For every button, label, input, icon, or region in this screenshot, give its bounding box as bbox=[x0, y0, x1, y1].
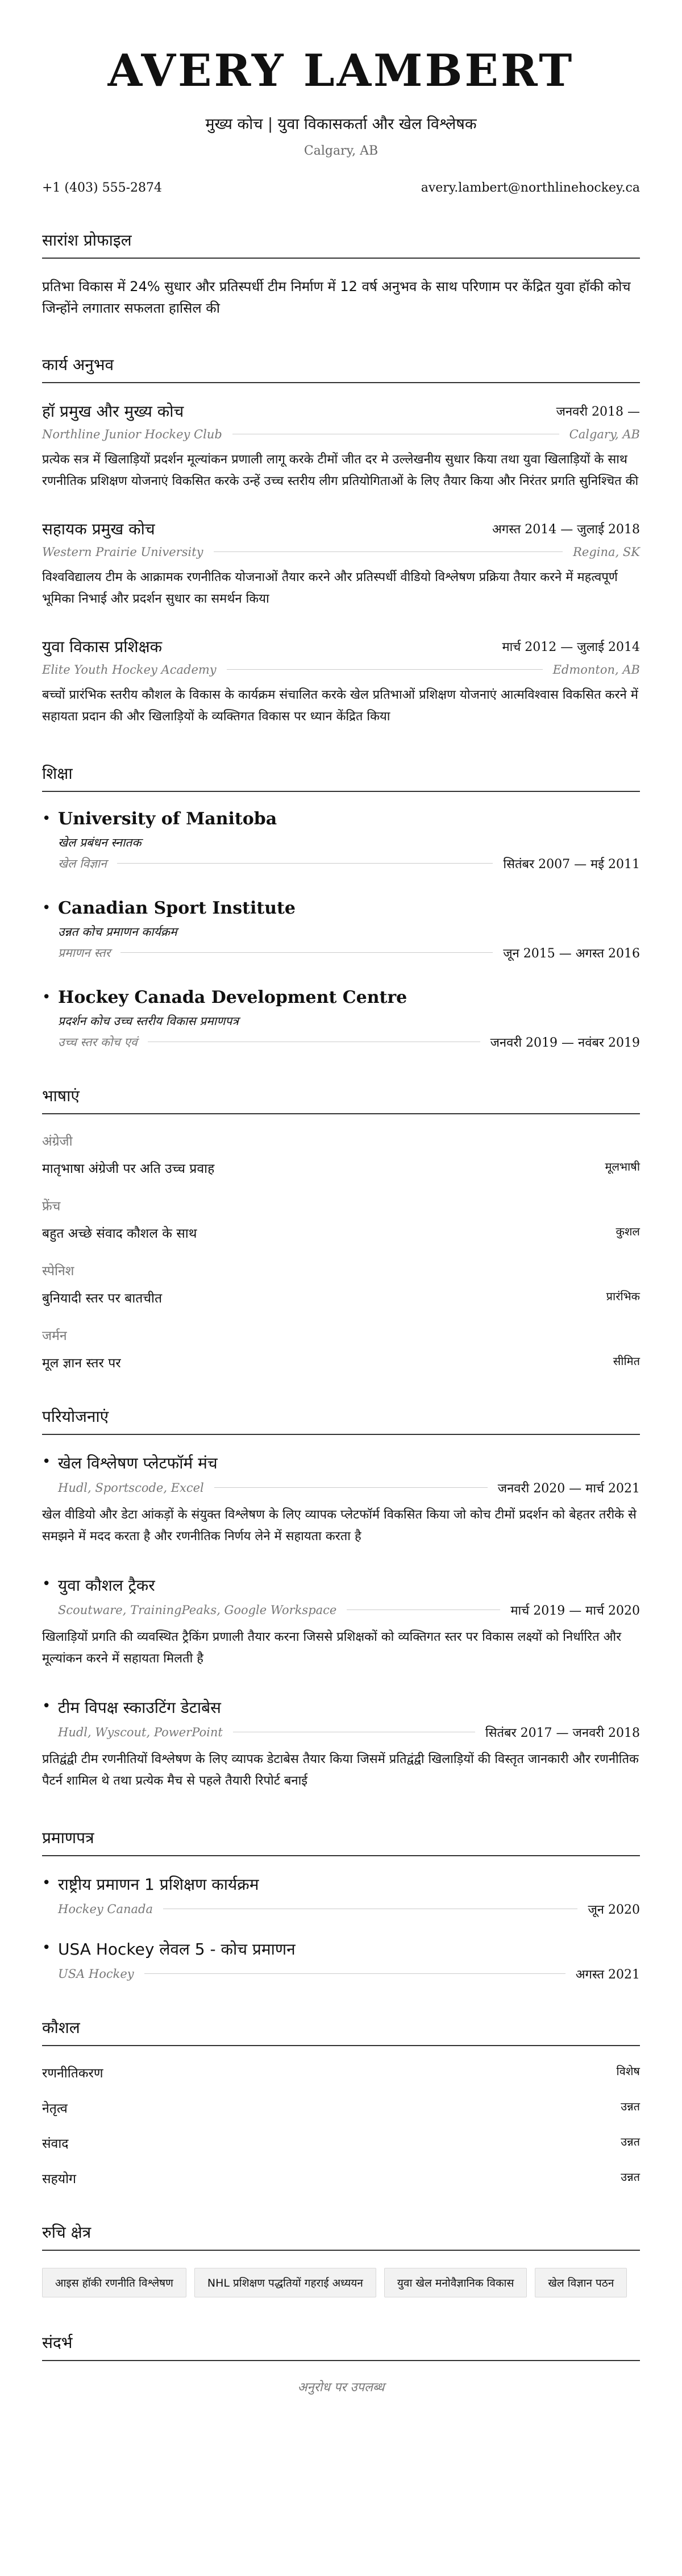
certification-title: राष्ट्रीय प्रमाणन 1 प्रशिक्षण कार्यक्रम bbox=[58, 1874, 259, 1894]
language-entry bbox=[42, 1326, 640, 1371]
education-entry bbox=[42, 988, 640, 1051]
project-description: खेल वीडियो और डेटा आंकड़ों के संयुक्त विश्लेषण के लिए व्यापक प्लेटफॉर्म विकसित किया जो कोच टीमों प्रदर्शन को बेहतर तरीके से समझने में मदद करता है और रणनीतिक निर्णय लेने में सहायता करता है bbox=[42, 1507, 637, 1544]
language-name: फ्रेंच bbox=[42, 1198, 61, 1214]
skill-entry bbox=[42, 2098, 640, 2117]
project-tools: Scoutware, TrainingPeaks, Google Workspace bbox=[58, 1603, 337, 1617]
project-entry bbox=[42, 1574, 640, 1670]
section-title: भाषाएं bbox=[42, 1085, 640, 1114]
bullet-icon: • bbox=[42, 1453, 51, 1470]
institution-name: Hockey Canada Development Centre bbox=[58, 987, 407, 1007]
language-level: सीमित bbox=[613, 1354, 640, 1368]
section-title: रुचि क्षेत्र bbox=[42, 2221, 640, 2251]
degree-name: खेल प्रबंधन स्नातक bbox=[58, 835, 142, 849]
skill-level: विशेष bbox=[616, 2064, 640, 2078]
education-date: जून 2015 — अगस्त 2016 bbox=[503, 946, 640, 961]
leader-line bbox=[227, 669, 543, 670]
leader-line bbox=[117, 863, 493, 864]
degree-name: उन्नत कोच प्रमाणन कार्यक्रम bbox=[58, 924, 177, 939]
job-location: Calgary, AB bbox=[569, 427, 640, 441]
education-date: सितंबर 2007 — मई 2011 bbox=[503, 857, 640, 872]
languages-section bbox=[42, 1085, 640, 1371]
contact-row bbox=[42, 181, 640, 195]
language-level: मूलभाषी bbox=[605, 1159, 640, 1173]
degree-name: प्रदर्शन कोच उच्च स्तरीय विकास प्रमाणपत्र bbox=[58, 1014, 239, 1028]
skill-level: उन्नत bbox=[621, 2099, 640, 2113]
project-title: युवा कौशल ट्रैकर bbox=[58, 1575, 155, 1595]
education-entry bbox=[42, 809, 640, 872]
project-entry bbox=[42, 1452, 640, 1548]
interest-tags bbox=[42, 2268, 640, 2297]
bullet-icon: • bbox=[42, 899, 51, 916]
certification-date: अगस्त 2021 bbox=[575, 1967, 640, 1982]
candidate-name: AVERY LAMBERT bbox=[107, 45, 575, 97]
job-location: Edmonton, AB bbox=[552, 662, 640, 677]
job-description: विश्वविद्यालय टीम के आक्रामक रणनीतिक योजनाओं तैयार करने और प्रतिस्पर्धी वीडियो विश्लेषण प्रक्रिया तैयार करने में महत्वपूर्ण भूमिका निभाई और प्रदर्शन सुधार का समर्थन किया bbox=[42, 570, 618, 607]
job-description: प्रत्येक सत्र में खिलाड़ियों प्रदर्शन मूल्यांकन प्रणाली लागू करके टीमों जीत दर मे उल्लेखनीय सुधार किया तथा युवा खिलाड़ियों के साथ रणनीतिक प्रशिक्षण योजनाएं विकसित करके उन्हें उच्च स्तरीय लीग प्रतियोगिताओं के लिए तैयार किया और निरंतर प्रगति सुनिश्चित की bbox=[42, 452, 639, 489]
candidate-subtitle: मुख्य कोच | युवा विकासकर्ता और खेल विश्लेषक bbox=[205, 115, 477, 133]
job-date: अगस्त 2014 — जुलाई 2018 bbox=[492, 522, 640, 537]
skill-name: संवाद bbox=[42, 2136, 69, 2151]
certification-title: USA Hockey लेवल 5 - कोच प्रमाणन bbox=[58, 1939, 296, 1959]
job-title: हॉ प्रमुख और मुख्य कोच bbox=[42, 401, 184, 421]
project-title: टीम विपक्ष स्काउटिंग डेटाबेस bbox=[58, 1698, 221, 1717]
bullet-icon: • bbox=[42, 810, 51, 827]
skill-entry bbox=[42, 2063, 640, 2081]
language-name: जर्मन bbox=[42, 1328, 67, 1343]
leader-line bbox=[214, 551, 563, 552]
job-organization: Northline Junior Hockey Club bbox=[42, 427, 222, 441]
section-title: शिक्षा bbox=[42, 762, 640, 792]
skill-entry bbox=[42, 2169, 640, 2187]
bullet-icon: • bbox=[42, 1575, 51, 1592]
projects-section bbox=[42, 1405, 640, 1793]
language-level: कुशल bbox=[616, 1224, 640, 1238]
phone-number[interactable]: +1 (403) 555-2874 bbox=[42, 180, 162, 195]
project-date: सितंबर 2017 — जनवरी 2018 bbox=[485, 1725, 640, 1740]
job-organization: Western Prairie University bbox=[42, 545, 203, 559]
job-date: जनवरी 2018 — bbox=[556, 404, 640, 419]
certification-entry bbox=[42, 1938, 640, 1982]
institution-name: Canadian Sport Institute bbox=[58, 898, 296, 918]
job-entry bbox=[42, 400, 640, 493]
skill-name: सहयोग bbox=[42, 2171, 77, 2187]
certification-issuer: USA Hockey bbox=[58, 1967, 134, 1981]
bullet-icon: • bbox=[42, 1939, 51, 1956]
project-description: प्रतिद्वंद्वी टीम रणनीतियों विश्लेषण के लिए व्यापक डेटाबेस तैयार किया जिसमें प्रतिद्वंद्वी खिलाड़ियों की विस्तृत जानकारी और रणनीतिक पैटर्न शामिल थे तथा प्रत्येक मैच से पहले तैयारी रिपोर्ट बनाई bbox=[42, 1752, 639, 1789]
bullet-icon: • bbox=[42, 1697, 51, 1715]
skill-name: रणनीतिकरण bbox=[42, 2065, 103, 2081]
certification-issuer: Hockey Canada bbox=[58, 1902, 153, 1916]
interests-section bbox=[42, 2221, 640, 2297]
section-title: कौशल bbox=[42, 2017, 640, 2046]
skill-level: उन्नत bbox=[621, 2134, 640, 2148]
candidate-location: Calgary, AB bbox=[303, 143, 379, 158]
section-title: संदर्भ bbox=[42, 2332, 640, 2361]
certification-entry bbox=[42, 1873, 640, 1918]
job-date: मार्च 2012 — जुलाई 2014 bbox=[502, 640, 640, 654]
field-of-study: उच्च स्तर कोच एवं bbox=[58, 1035, 138, 1049]
job-title: सहायक प्रमुख कोच bbox=[42, 519, 155, 538]
language-entry bbox=[42, 1261, 640, 1306]
project-entry bbox=[42, 1696, 640, 1793]
language-description: मातृभाषा अंग्रेजी पर अति उच्च प्रवाह bbox=[42, 1161, 215, 1176]
field-of-study: प्रमाणन स्तर bbox=[58, 945, 111, 960]
leader-line bbox=[214, 1487, 488, 1488]
references-section bbox=[42, 2332, 640, 2395]
section-title: सारांश प्रोफाइल bbox=[42, 229, 640, 259]
language-description: बुनियादी स्तर पर बातचीत bbox=[42, 1291, 163, 1306]
job-entry bbox=[42, 518, 640, 611]
references-text: अनुरोध पर उपलब्ध bbox=[297, 2380, 385, 2395]
certification-date: जून 2020 bbox=[588, 1902, 640, 1917]
interest-tag: NHL प्रशिक्षण पद्धतियों गहराई अध्ययन bbox=[194, 2268, 376, 2297]
job-entry bbox=[42, 636, 640, 728]
language-name: अंग्रेजी bbox=[42, 1134, 73, 1149]
leader-line bbox=[120, 952, 493, 953]
interest-tag: आइस हॉकी रणनीति विश्लेषण bbox=[42, 2268, 186, 2297]
summary-section bbox=[42, 229, 640, 320]
skills-section bbox=[42, 2017, 640, 2187]
project-tools: Hudl, Wyscout, PowerPoint bbox=[58, 1725, 223, 1739]
project-title: खेल विश्लेषण प्लेटफॉर्म मंच bbox=[58, 1453, 218, 1472]
education-section bbox=[42, 762, 640, 1051]
language-level: प्रारंभिक bbox=[606, 1289, 640, 1303]
project-date: जनवरी 2020 — मार्च 2021 bbox=[497, 1481, 640, 1496]
job-title: युवा विकास प्रशिक्षक bbox=[42, 637, 163, 656]
summary-text: प्रतिभा विकास में 24% सुधार और प्रतिस्पर्धी टीम निर्माण में 12 वर्ष अनुभव के साथ परिणाम पर केंद्रित युवा हॉकी कोच जिन्होंने लगातार सफलता हासिल की bbox=[42, 278, 631, 317]
job-description: बच्चों प्रारंभिक स्तरीय कौशल के विकास के कार्यक्रम संचालित करके खेल प्रतिभाओं प्रशिक्षण योजनाएं आत्मविश्वास विकसित करने में सहायता प्रदान की और खिलाड़ियों के व्यक्तिगत विकास पर ध्यान केंद्रित किया bbox=[42, 687, 638, 724]
skill-level: उन्नत bbox=[621, 2170, 640, 2184]
job-location: Regina, SK bbox=[573, 545, 640, 559]
bullet-icon: • bbox=[42, 1874, 51, 1891]
job-organization: Elite Youth Hockey Academy bbox=[42, 662, 217, 677]
education-entry bbox=[42, 898, 640, 961]
project-tools: Hudl, Sportscode, Excel bbox=[58, 1480, 204, 1495]
section-title: कार्य अनुभव bbox=[42, 354, 640, 383]
certifications-section bbox=[42, 1827, 640, 1982]
section-title: प्रमाणपत्र bbox=[42, 1827, 640, 1856]
project-date: मार्च 2019 — मार्च 2020 bbox=[510, 1603, 640, 1618]
bullet-icon: • bbox=[42, 988, 51, 1006]
email-address[interactable]: avery.lambert@northlinehockey.ca bbox=[421, 180, 640, 195]
experience-section bbox=[42, 354, 640, 728]
resume-header bbox=[42, 0, 640, 195]
field-of-study: खेल विज्ञान bbox=[58, 856, 107, 870]
institution-name: University of Manitoba bbox=[58, 808, 277, 829]
skill-name: नेतृत्व bbox=[42, 2101, 68, 2116]
language-description: मूल ज्ञान स्तर पर bbox=[42, 1355, 121, 1371]
skill-entry bbox=[42, 2134, 640, 2152]
language-entry bbox=[42, 1196, 640, 1242]
language-description: बहुत अच्छे संवाद कौशल के साथ bbox=[42, 1226, 197, 1241]
interest-tag: खेल विज्ञान पठन bbox=[535, 2268, 627, 2297]
leader-line bbox=[144, 1973, 565, 1974]
education-date: जनवरी 2019 — नवंबर 2019 bbox=[490, 1035, 640, 1050]
language-name: स्पेनिश bbox=[42, 1263, 74, 1279]
project-description: खिलाड़ियों प्रगति की व्यवस्थित ट्रैकिंग प्रणाली तैयार करना जिससे प्रशिक्षकों को व्यक्तिगत स्तर पर विकास लक्ष्यों को निर्धारित और मूल्यांकन करने में सहायता मिलती है bbox=[42, 1629, 622, 1666]
section-title: परियोजनाएं bbox=[42, 1405, 640, 1435]
language-entry bbox=[42, 1131, 640, 1177]
interest-tag: युवा खेल मनोवैज्ञानिक विकास bbox=[384, 2268, 527, 2297]
